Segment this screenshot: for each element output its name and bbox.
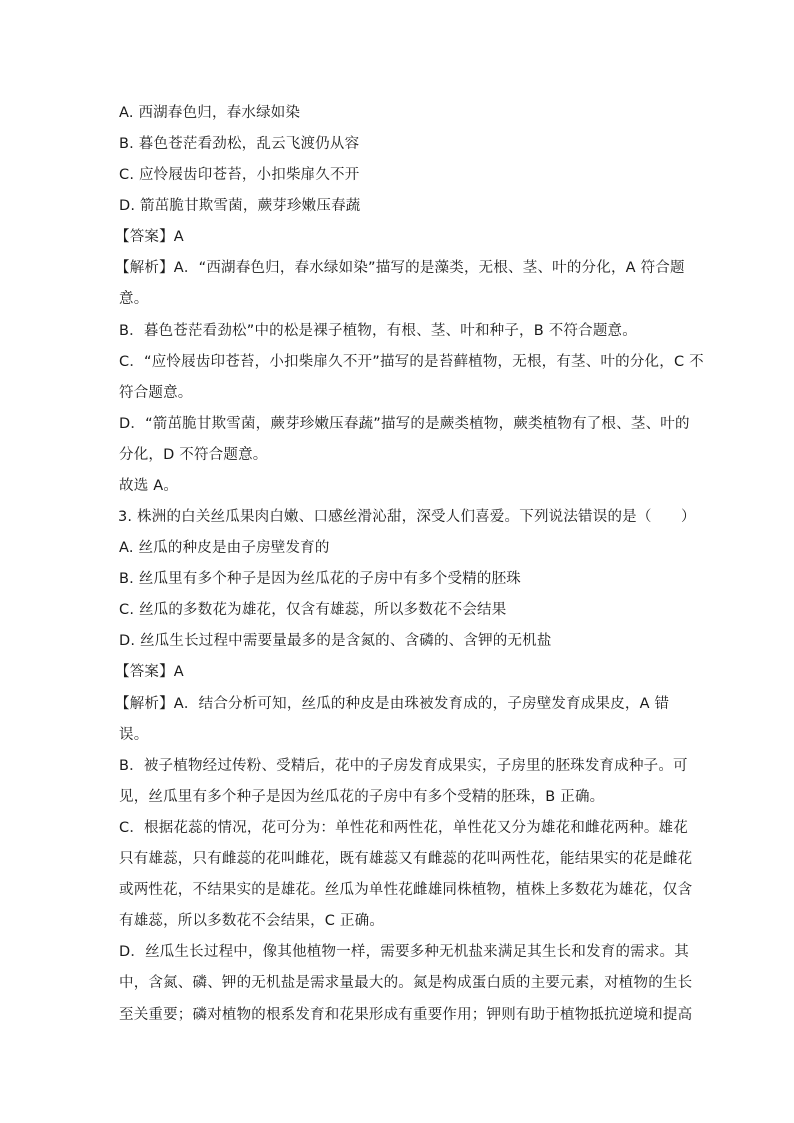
q3-analysis-line: 有雄蕊，所以多数花不会结果，C 正确。 — [119, 913, 385, 929]
q3-option-b: B. 丝瓜里有多个种子是因为丝瓜花的子房中有多个受精的胚珠 — [119, 571, 521, 587]
q3-analysis-line: 误。 — [119, 727, 149, 743]
q2-option-a: A. 西湖春色归，春水绿如染 — [119, 105, 301, 121]
q2-analysis-line: C．“应怜屐齿印苍苔，小扣柴扉久不开”描写的是苔藓植物，无根，有茎、叶的分化，C 不 — [119, 354, 704, 370]
q3-option-c: C. 丝瓜的多数花为雄花，仅含有雄蕊，所以多数花不会结果 — [119, 602, 507, 618]
q3-option-a: A. 丝瓜的种皮是由子房壁发育的 — [119, 540, 330, 556]
q2-analysis-line: 分化，D 不符合题意。 — [119, 447, 268, 463]
q3-analysis-line: 中，含氮、磷、钾的无机盐是需求量最大的。氮是构成蛋白质的主要元素，对植物的生长 — [119, 975, 693, 991]
q2-option-b: B. 暮色苍茫看劲松，乱云飞渡仍从容 — [119, 136, 360, 152]
q3-option-d: D. 丝瓜生长过程中需要量最多的是含氮的、含磷的、含钾的无机盐 — [119, 633, 552, 649]
q3-analysis-line: D．丝瓜生长过程中，像其他植物一样，需要多种无机盐来满足其生长和发育的需求。其 — [119, 944, 689, 960]
q2-analysis-line: 符合题意。 — [119, 385, 193, 401]
q3-stem: 3. 株洲的白关丝瓜果肉白嫩、口感丝滑沁甜，深受人们喜爱。下列说法错误的是（ ） — [118, 509, 696, 525]
q2-analysis-line: 【解析】A．“西湖春色归，春水绿如染”描写的是藻类，无根、茎、叶的分化，A 符合题 — [115, 260, 685, 276]
q2-option-d: D. 箭茁脆甘欺雪菌，蕨芽珍嫩压春蔬 — [119, 198, 361, 214]
q3-analysis-line: 见，丝瓜里有多个种子是因为丝瓜花的子房中有多个受精的胚珠，B 正确。 — [119, 789, 605, 805]
q2-option-c: C. 应怜屐齿印苍苔，小扣柴扉久不开 — [119, 167, 360, 183]
q2-analysis-line: D．“箭茁脆甘欺雪菌，蕨芽珍嫩压春蔬”描写的是蕨类植物，蕨类植物有了根、茎、叶的 — [119, 416, 690, 432]
q3-analysis-line: C．根据花蕊的情况，花可分为：单性花和两性花，单性花又分为雄花和雌花两种。雄花 — [119, 820, 688, 836]
q2-conclusion: 故选 A。 — [119, 478, 179, 494]
q3-analysis-line: 或两性花，不结果实的是雄花。丝瓜为单性花雌雄同株植物，植株上多数花为雄花，仅含 — [119, 882, 693, 898]
q3-answer: 【答案】A — [115, 664, 184, 680]
q3-analysis-line: B．被子植物经过传粉、受精后，花中的子房发育成果实，子房里的胚珠发育成种子。可 — [119, 758, 688, 774]
q2-analysis-line: B．暮色苍茫看劲松”中的松是裸子植物，有根、茎、叶和种子，B 不符合题意。 — [119, 323, 637, 339]
q2-analysis-line: 意。 — [119, 291, 149, 307]
q3-analysis-line: 至关重要；磷对植物的根系发育和花果形成有重要作用；钾则有助于植物抵抗逆境和提高 — [119, 1007, 693, 1023]
q3-analysis-line: 【解析】A．结合分析可知，丝瓜的种皮是由珠被发育成的，子房壁发育成果皮，A 错 — [115, 696, 670, 712]
q3-analysis-line: 只有雄蕊，只有雌蕊的花叫雌花，既有雄蕊又有雌蕊的花叫两性花，能结果实的花是雌花 — [119, 851, 693, 867]
q2-answer: 【答案】A — [115, 229, 184, 245]
